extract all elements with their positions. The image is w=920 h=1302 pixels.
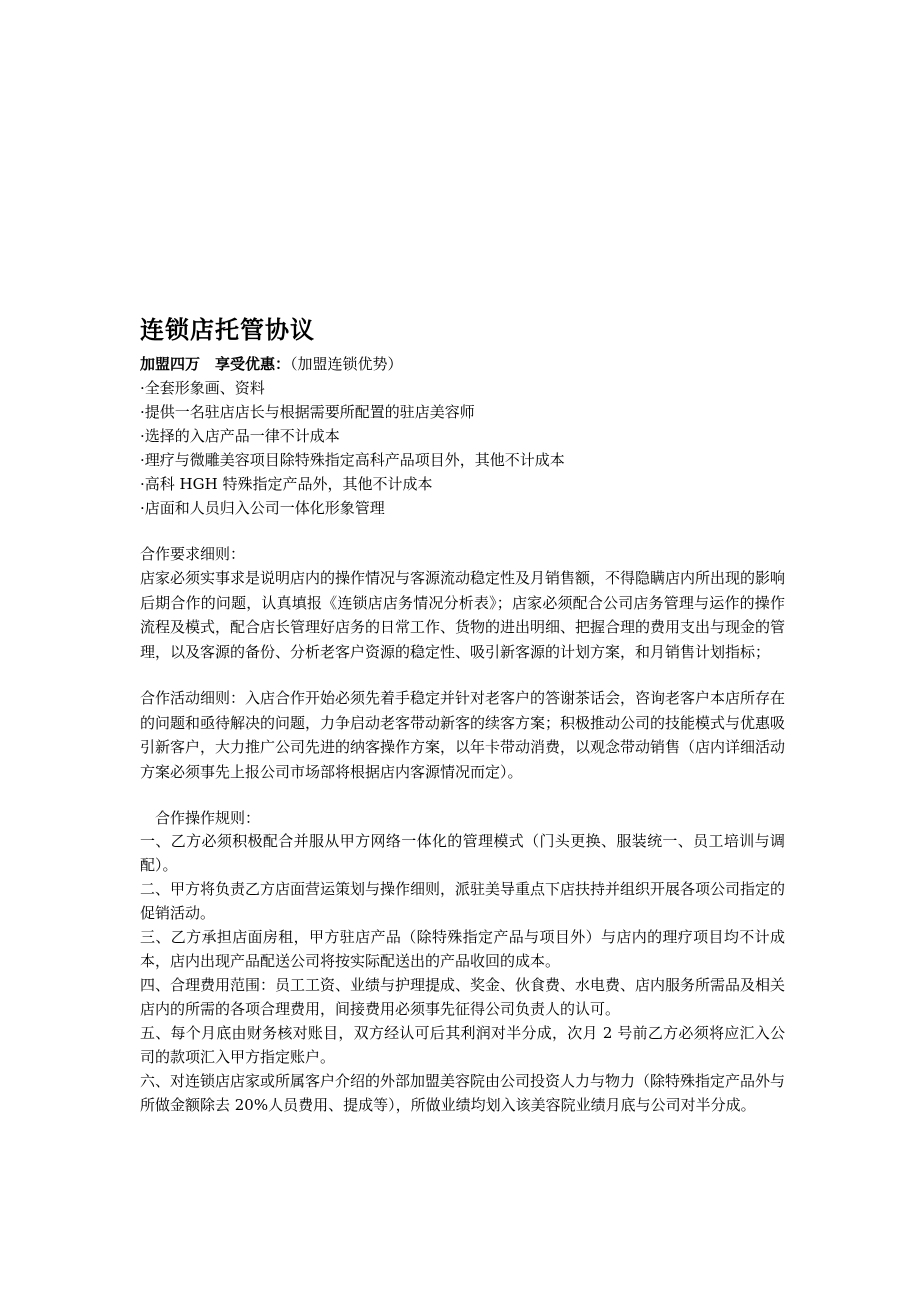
- document-title: 连锁店托管协议: [140, 316, 315, 344]
- rule-item: 四、合理费用范围：员工工资、业绩与护理提成、奖金、伙食费、水电费、店内服务所需品及相关店内的所需的各项合理费用，间接费用必须事先征得公司负责人的认可。: [140, 976, 786, 1018]
- spacer: [140, 664, 785, 686]
- document-page: [140, 312, 785, 1118]
- spacer: [140, 784, 785, 806]
- offer-bullet: ·选择的入店产品一律不计成本: [140, 427, 340, 445]
- rule-item: 一、乙方必须积极配合并服从甲方网络一体化的管理模式（门头更换、服装统一、员工培训与调配）。: [140, 832, 785, 874]
- offer-bold-label: 加盟四万 享受优惠：: [140, 355, 291, 373]
- offer-bullet: ·全套形象画、资料: [140, 379, 265, 397]
- offer-note: （加盟连锁优势）: [290, 355, 403, 373]
- offer-bullet: ·店面和人员归入公司一体化形象管理: [140, 499, 385, 517]
- rule-item: 二、甲方将负责乙方店面营运策划与操作细则，派驻美导重点下店扶持并组织开展各项公司指定的促销活动。: [140, 880, 786, 922]
- offer-bullet: ·提供一名驻店店长与根据需要所配置的驻店美容师: [140, 403, 475, 421]
- spacer: [140, 520, 785, 542]
- offer-bullet: ·高科 HGH 特殊指定产品外，其他不计成本: [140, 475, 433, 493]
- activities-body: 合作活动细则：入店合作开始必须先着手稳定并针对老客户的答谢茶话会，咨询老客户本店所存在的问题和亟待解决的问题，力争启动老客带动新客的续客方案；积极推动公司的技能模式与优惠吸引新客户，大力推广公司先进的纳客操作方案，以年卡带动消费，以观念带动销售（店内详细活动方案必须事先上报公司市场部将根据店内客源情况而定）。: [140, 689, 786, 781]
- rules-heading: 合作操作规则：: [155, 809, 261, 827]
- rule-item: 五、每个月底由财务核对账目，双方经认可后其利润对半分成，次月 2 号前乙方必须将应汇入公司的款项汇入甲方指定账户。: [140, 1024, 785, 1066]
- requirements-body: 店家必须实事求是说明店内的操作情况与客源流动稳定性及月销售额，不得隐瞒店内所出现的影响后期合作的问题，认真填报《连锁店店务情况分析表》；店家必须配合公司店务管理与运作的操作流程及模式，配合店长管理好店务的日常工作、货物的进出明细、把握合理的费用支出与现金的管理，以及客源的备份、分析老客户资源的稳定性、吸引新客源的计划方案，和月销售计划指标；: [140, 569, 786, 661]
- rule-item: 六、对连锁店店家或所属客户介绍的外部加盟美容院由公司投资人力与物力（除特殊指定产品外与所做金额除去 20%人员费用、提成等），所做业绩均划入该美容院业绩月底与公司对半分成。: [140, 1072, 786, 1114]
- requirements-heading: 合作要求细则：: [140, 545, 246, 563]
- rule-item: 三、乙方承担店面房租，甲方驻店产品（除特殊指定产品与项目外）与店内的理疗项目均不计成本，店内出现产品配送公司将按实际配送出的产品收回的成本。: [140, 928, 785, 970]
- offer-heading: [140, 352, 785, 376]
- offer-bullet: ·理疗与微雕美容项目除特殊指定高科产品项目外，其他不计成本: [140, 451, 565, 469]
